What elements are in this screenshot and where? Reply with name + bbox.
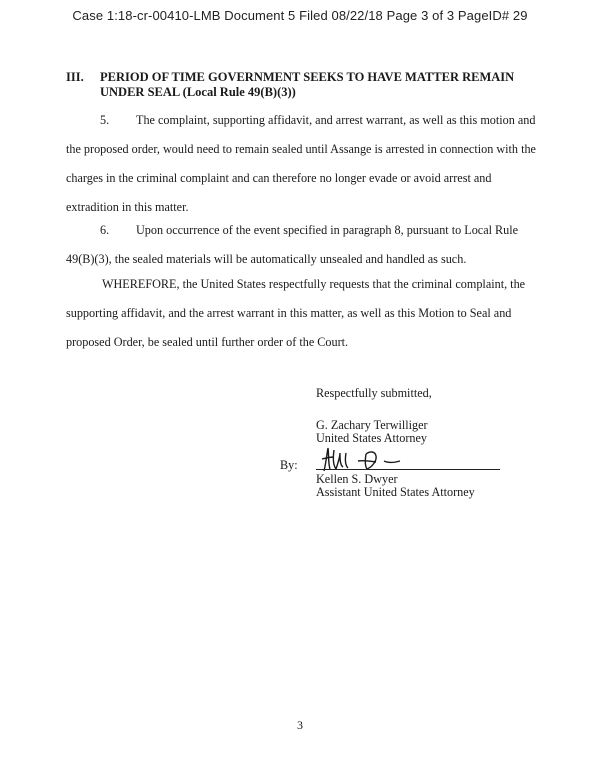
paragraph-6-line-2: 49(B)(3), the sealed materials will be automatically unsealed and handled as such. [66, 252, 467, 266]
section-title-line-2: UNDER SEAL (Local Rule 49(B)(3)) [100, 85, 296, 99]
section-number: III. [66, 70, 84, 84]
paragraph-5-line-1: The complaint, supporting affidavit, and arrest warrant, as well as this motion and [136, 113, 536, 127]
closing-text: Respectfully submitted, [316, 386, 432, 400]
handwritten-signature [318, 445, 428, 475]
wherefore-line-1: WHEREFORE, the United States respectfully requests that the criminal complaint, the [102, 277, 526, 291]
paragraph-5 [66, 106, 536, 222]
page-number: 3 [297, 718, 303, 732]
paragraph-6-line-1: Upon occurrence of the event specified in paragraph 8, pursuant to Local Rule [136, 223, 519, 237]
paragraph-5-line-3: charges in the criminal complaint and can therefore no longer evade or avoid arrest and [66, 171, 492, 185]
signer-name-1: G. Zachary Terwilliger [316, 418, 428, 432]
paragraph-6 [66, 216, 536, 274]
by-label: By: [280, 458, 298, 472]
signer-title-2: Assistant United States Attorney [316, 485, 475, 499]
section-title-line-1: PERIOD OF TIME GOVERNMENT SEEKS TO HAVE MATTER REMAIN [100, 70, 515, 84]
section-title [100, 70, 540, 100]
signature-line [316, 469, 500, 470]
wherefore-paragraph [66, 270, 536, 357]
paragraph-5-line-2: the proposed order, would need to remain sealed until Assange is arrested in connection with the [66, 142, 536, 156]
case-header: Case 1:18-cr-00410-LMB Document 5 Filed 08/22/18 Page 3 of 3 PageID# 29 [72, 8, 528, 23]
wherefore-line-3: proposed Order, be sealed until further order of the Court. [66, 335, 349, 349]
paragraph-5-number: 5. [100, 113, 110, 127]
signer-name-2: Kellen S. Dwyer [316, 472, 398, 486]
paragraph-6-number: 6. [100, 223, 110, 237]
signer-title-1: United States Attorney [316, 431, 428, 445]
wherefore-line-2: supporting affidavit, and the arrest warrant in this matter, as well as this Motion to Seal and [66, 306, 512, 320]
paragraph-5-line-4: extradition in this matter. [66, 200, 189, 214]
